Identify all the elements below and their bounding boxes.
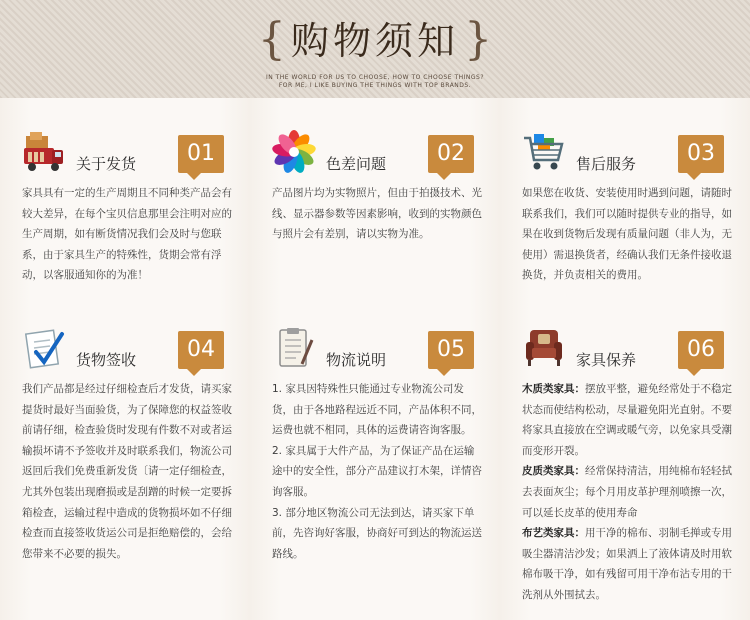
section-shipping bbox=[0, 98, 250, 294]
section-number-badge: 04 bbox=[178, 331, 224, 369]
logistics-item-1: 1. 家具因特殊性只能通过专业物流公司发货，由于各地路程远近不同，产品体积不同，运费也就不相同，具体的运费请咨询客服。 bbox=[272, 383, 482, 437]
care-text: 摆放平整，避免经常处于不稳定状态而使结构松动，尽量避免阳光直射。不要将家具直接放在空调或暖气旁，以免家具受潮而变形开裂。 bbox=[522, 383, 732, 457]
subtitle bbox=[0, 74, 750, 90]
section-text bbox=[272, 379, 482, 564]
section-paragraph: 如果您在收货、安装使用时遇到问题，请随时联系我们，我们可以随时提供专业的指导，如果在收到货物后发现有质量问题（非人为，无使用）需退换货者，经确认我们无条件接收退换货，并负责相关的费用。 bbox=[522, 187, 732, 282]
section-furniture-care bbox=[500, 294, 750, 620]
section-text bbox=[22, 379, 232, 564]
section-paragraph: 家具具有一定的生产周期且不同种类产品会有较大差异，在每个宝贝信息那里会注明对应的生产周期，如有断货情况我们会及时与您联系，由于家具生产的特殊性，货期会常有浮动，以客服通知你的为准！ bbox=[22, 187, 232, 282]
section-heading: 货物签收 bbox=[76, 351, 137, 369]
clipboard-icon bbox=[272, 326, 316, 370]
armchair-icon bbox=[522, 326, 566, 370]
care-label: 布艺类家具： bbox=[522, 527, 585, 540]
section-logistics bbox=[250, 294, 500, 620]
section-color-difference bbox=[250, 98, 500, 294]
section-text bbox=[272, 183, 482, 245]
section-receipt bbox=[0, 294, 250, 620]
logistics-item-3: 3. 部分地区物流公司无法到达，请买家下单前，先咨询好客服，协商好可到达的物流运送路线。 bbox=[272, 506, 482, 560]
section-heading: 售后服务 bbox=[576, 155, 637, 173]
care-text: 用干净的棉布、羽制毛掸或专用吸尘器清洁沙发；如果洒上了液体请及时用软棉布吸干净，如有残留可用干净布沾专用的干洗剂从外围拭去。 bbox=[522, 527, 732, 601]
section-paragraph: 我们产品都是经过仔细检查后才发货，请买家提货时最好当面验货，为了保障您的权益签收前请仔细，检查验货时发现有件数不对或者运输损坏请不予签收并及时联系我们，物流公司返回后我们免费重新发货〔请一定仔细检查，尤其外包装出现磨损或是刮蹭的时候一定要拆箱检查，运输过程中造成的货物损坏如不仔细检查而直接签收货运公司是拒绝赔偿的，会给您带来不必要的损失。 bbox=[22, 383, 232, 560]
subtitle-line-1: IN THE WORLD FOR US TO CHOOSE, HOW TO CHOOSE THINGS? bbox=[265, 74, 485, 81]
section-paragraph: 产品图片均为实物照片，但由于拍摄技术、光线、显示器参数等因素影响，收到的实物颜色与照片会有差别，请以实物为准。 bbox=[272, 187, 482, 241]
care-text: 经常保持清洁，用纯棉布轻轻拭去表面灰尘；每个月用皮革护理剂喷擦一次，可以延长皮革的使用寿命 bbox=[522, 465, 732, 519]
section-number-badge: 01 bbox=[178, 135, 224, 173]
care-label: 皮质类家具： bbox=[522, 465, 585, 478]
section-heading: 家具保养 bbox=[576, 351, 637, 369]
shopping-cart-icon bbox=[522, 130, 566, 174]
section-number-badge: 03 bbox=[678, 135, 724, 173]
care-item-fabric bbox=[522, 523, 732, 605]
page-title: 购物须知 bbox=[290, 19, 459, 63]
section-heading: 物流说明 bbox=[326, 351, 387, 369]
title-wrap bbox=[0, 14, 750, 65]
section-text bbox=[522, 379, 732, 606]
care-item-wood bbox=[522, 379, 732, 461]
care-label: 木质类家具： bbox=[522, 383, 585, 395]
subtitle-line-2: FOR ME, I LIKE BUYING THE THINGS WITH TOP BRANDS. bbox=[278, 82, 472, 89]
section-after-sales bbox=[500, 98, 750, 294]
section-number-badge: 05 bbox=[428, 331, 474, 369]
section-number-badge: 06 bbox=[678, 331, 724, 369]
color-palette-icon bbox=[272, 130, 316, 174]
section-heading: 色差问题 bbox=[326, 155, 387, 173]
delivery-truck-icon bbox=[22, 130, 66, 174]
brace-right: } bbox=[464, 14, 493, 65]
info-grid bbox=[0, 98, 750, 620]
header-banner bbox=[0, 0, 750, 99]
section-text bbox=[22, 183, 232, 286]
logistics-item-2: 2. 家具属于大件产品，为了保证产品在运输途中的安全性，部分产品建议打木架，详情咨询客服。 bbox=[272, 444, 482, 498]
section-number-badge: 02 bbox=[428, 135, 474, 173]
brace-left: { bbox=[257, 14, 286, 65]
section-text bbox=[522, 183, 732, 286]
section-heading: 关于发货 bbox=[76, 155, 137, 173]
checklist-icon bbox=[22, 326, 66, 370]
care-item-leather bbox=[522, 461, 732, 523]
